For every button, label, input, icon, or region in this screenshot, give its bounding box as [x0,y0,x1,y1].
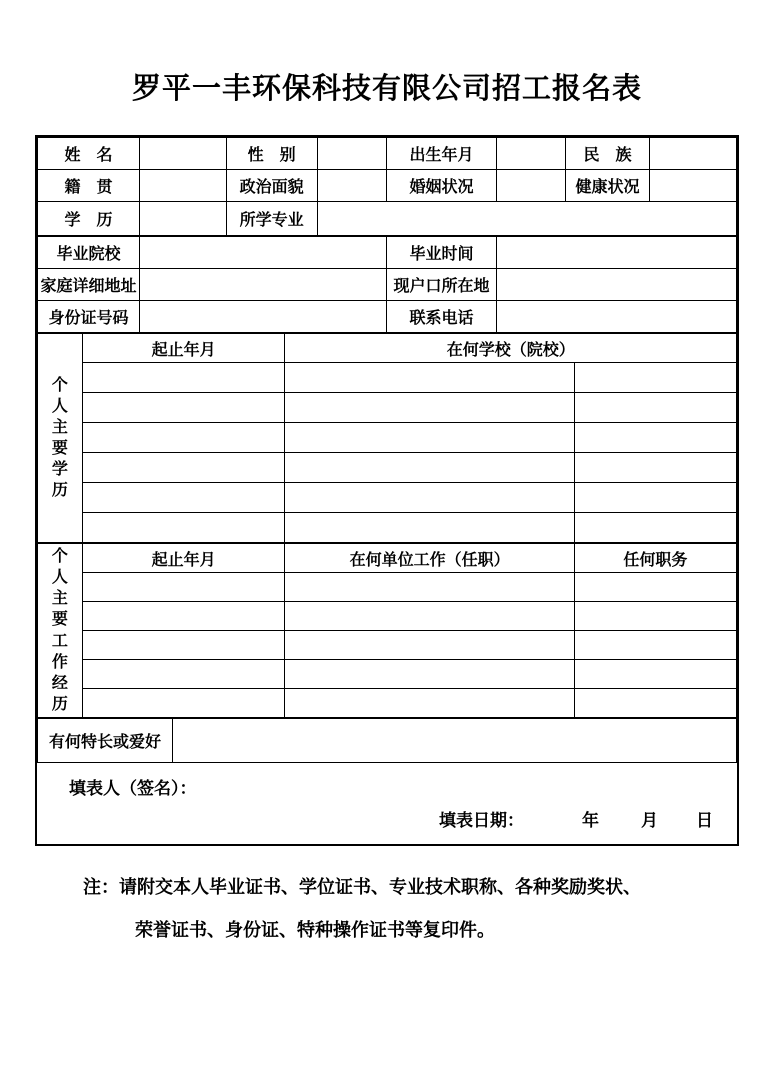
phone-label: 联系电话 [387,301,496,333]
row-school-time [38,237,737,269]
edu-extra-cell[interactable] [574,483,736,513]
specialty-label: 有何特长或爱好 [38,719,173,763]
work-side-label-cell [38,544,83,718]
work-position-cell[interactable] [574,573,736,602]
basic-info-table [37,137,737,236]
education-level-label: 学 历 [38,202,140,236]
edu-school-cell[interactable] [285,483,574,513]
edu-school-cell[interactable] [285,513,574,543]
form-title: 罗平一丰环保科技有限公司招工报名表 [131,73,642,105]
fill-date-label: 填表日期： [439,811,524,830]
birth-date-label: 出生年月 [387,138,496,170]
edu-extra-cell[interactable] [574,393,736,423]
note-line-2: 荣誉证书、身份证、特种操作证书等复印件。 [135,920,495,941]
edu-extra-cell[interactable] [574,513,736,543]
education-row [38,423,737,453]
work-row [38,602,737,631]
edu-school-header: 在何学校（院校） [285,334,737,363]
month-label: 月 [641,811,658,830]
row-address-household [38,269,737,301]
work-position-cell[interactable] [574,689,736,718]
ethnicity-label: 民 族 [565,138,650,170]
graduate-school-value-cell[interactable] [140,237,387,269]
name-label: 姓 名 [38,138,140,170]
gender-value-cell[interactable] [317,138,387,170]
work-position-cell[interactable] [574,631,736,660]
work-history-table [37,543,737,718]
edu-school-cell[interactable] [285,393,574,423]
work-unit-cell[interactable] [285,602,574,631]
phone-value-cell[interactable] [496,301,736,333]
row-nativeplace-political [38,170,737,202]
education-row [38,393,737,423]
attachment-note [37,876,737,943]
work-position-cell[interactable] [574,602,736,631]
birth-date-value-cell[interactable] [496,138,565,170]
row-education-major [38,202,737,236]
household-location-label: 现户口所在地 [387,269,496,301]
major-label: 所学专业 [226,202,317,236]
year-label: 年 [582,811,599,830]
work-unit-cell[interactable] [285,660,574,689]
edu-school-cell[interactable] [285,423,574,453]
graduate-school-label: 毕业院校 [38,237,140,269]
row-id-phone [38,301,737,333]
contact-info-table [37,236,737,333]
health-status-label: 健康状况 [565,170,650,202]
work-period-cell[interactable] [82,631,285,660]
edu-period-cell[interactable] [82,393,285,423]
work-header-row [38,544,737,573]
work-period-cell[interactable] [82,602,285,631]
edu-period-cell[interactable] [82,423,285,453]
education-header-row [38,334,737,363]
political-status-label: 政治面貌 [226,170,317,202]
work-unit-cell[interactable] [285,573,574,602]
edu-extra-cell[interactable] [574,423,736,453]
edu-school-cell[interactable] [285,363,574,393]
name-value-cell[interactable] [140,138,227,170]
id-number-label: 身份证号码 [38,301,140,333]
id-number-value-cell[interactable] [140,301,387,333]
day-label: 日 [696,811,713,830]
native-place-value-cell[interactable] [140,170,227,202]
education-row [38,483,737,513]
work-row [38,631,737,660]
marital-status-value-cell[interactable] [496,170,565,202]
education-row [38,453,737,483]
native-place-label: 籍 贯 [38,170,140,202]
home-address-value-cell[interactable] [140,269,387,301]
work-unit-cell[interactable] [285,631,574,660]
work-row [38,689,737,718]
row-specialty [38,719,737,763]
work-row [38,573,737,602]
specialty-value-cell[interactable] [172,719,736,763]
graduate-time-value-cell[interactable] [496,237,736,269]
work-period-cell[interactable] [82,660,285,689]
specialty-table [37,718,737,763]
political-status-value-cell[interactable] [317,170,387,202]
ethnicity-value-cell[interactable] [650,138,737,170]
note-line-1: 注：请附交本人毕业证书、学位证书、专业技术职称、各种奖励奖状、 [83,877,641,897]
edu-school-cell[interactable] [285,453,574,483]
fill-date-line [37,806,737,831]
work-position-header: 任何职务 [574,544,736,573]
work-period-cell[interactable] [82,689,285,718]
education-side-label: 个人主要学历 [51,376,68,500]
work-period-header: 起止年月 [82,544,285,573]
work-unit-header: 在何单位工作（任职） [285,544,574,573]
home-address-label: 家庭详细地址 [38,269,140,301]
graduate-time-label: 毕业时间 [387,237,496,269]
major-value-cell[interactable] [317,202,736,236]
work-period-cell[interactable] [82,573,285,602]
gender-label: 性 别 [226,138,317,170]
work-position-cell[interactable] [574,660,736,689]
signature-block [37,763,737,844]
edu-period-cell[interactable] [82,363,285,393]
application-form [35,135,739,846]
education-side-label-cell [38,334,83,543]
marital-status-label: 婚姻状况 [387,170,496,202]
row-name-gender [38,138,737,170]
health-status-value-cell[interactable] [650,170,737,202]
edu-period-cell[interactable] [82,513,285,543]
education-row [38,513,737,543]
work-row [38,660,737,689]
education-row [38,363,737,393]
filler-signature-label: 填表人（签名）： [69,779,197,798]
edu-period-cell[interactable] [82,453,285,483]
edu-period-cell[interactable] [82,483,285,513]
education-history-table [37,333,737,543]
household-location-value-cell[interactable] [496,269,736,301]
edu-extra-cell[interactable] [574,363,736,393]
work-unit-cell[interactable] [285,689,574,718]
work-side-label: 个人主要工作经历 [51,548,68,713]
edu-extra-cell[interactable] [574,453,736,483]
edu-period-header: 起止年月 [82,334,285,363]
education-level-value-cell[interactable] [140,202,227,236]
